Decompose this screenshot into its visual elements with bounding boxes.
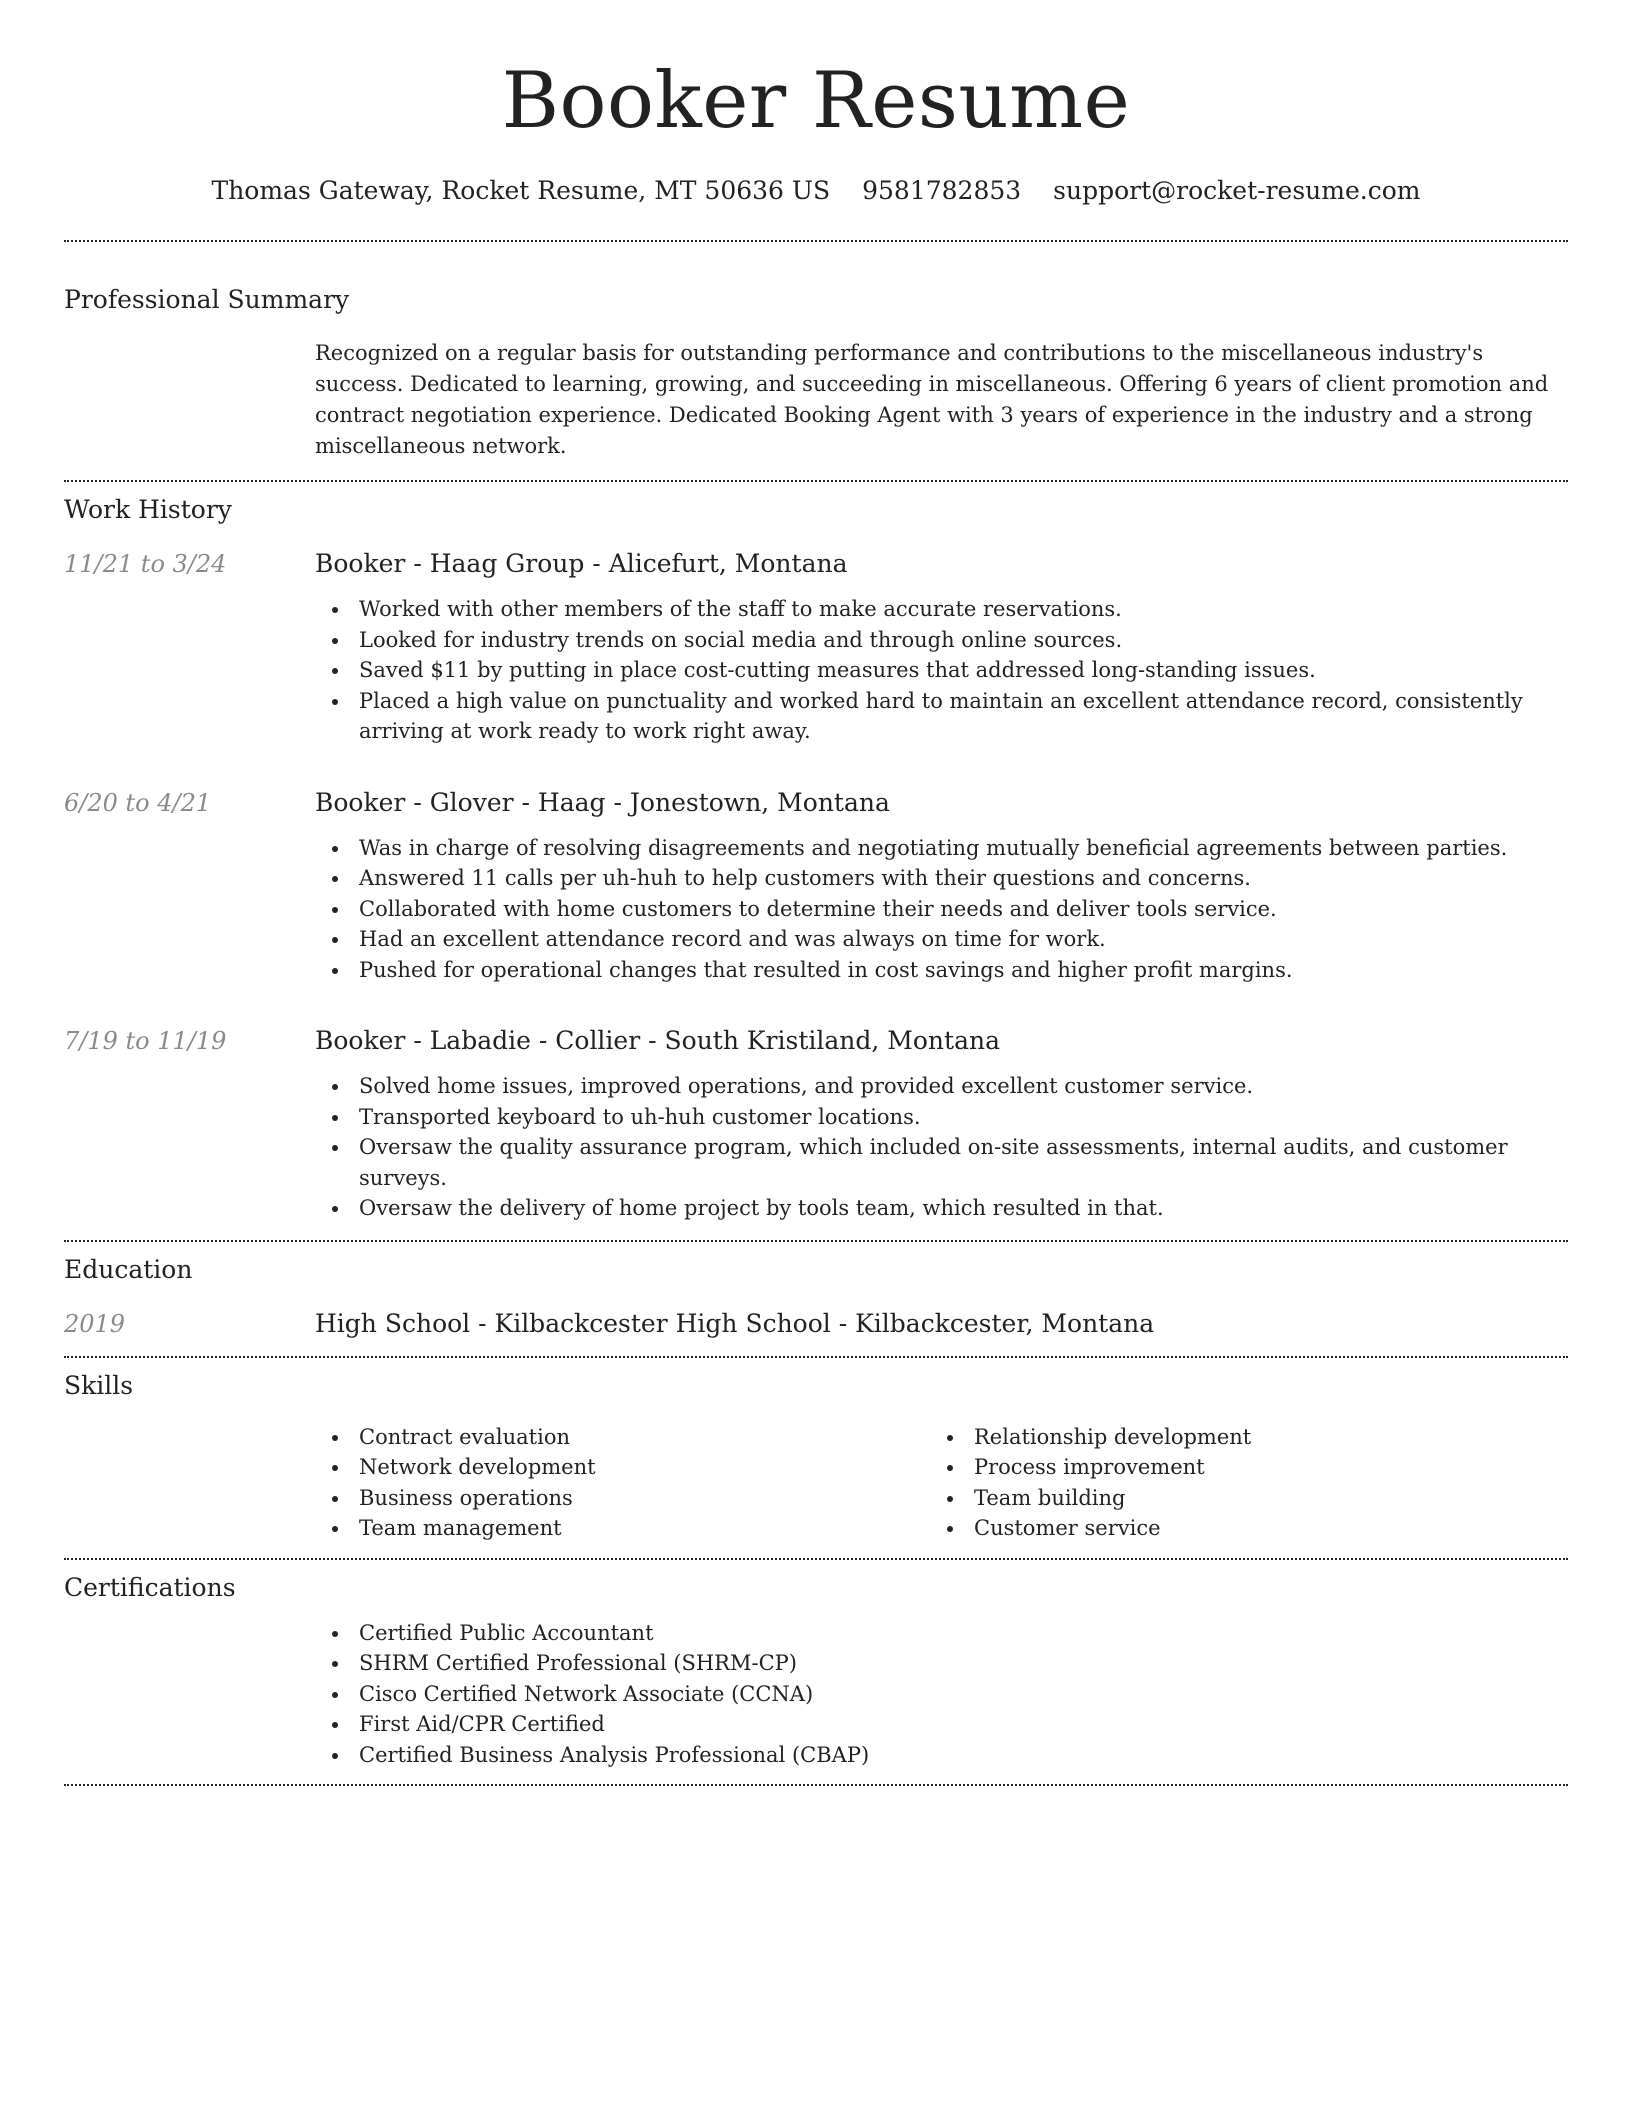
education-section [64,1242,1568,1356]
job-entry [64,548,1568,747]
section-title-summary: Professional Summary [64,285,350,314]
work-history-section [64,482,1568,1240]
list-item: Answered 11 calls per uh-huh to help customers with their questions and concerns. [315,863,1568,894]
summary-section [64,242,1568,480]
list-item: Process improvement [930,1452,1545,1483]
list-item: Looked for industry trends on social media and through online sources. [315,625,1568,656]
list-item: Collaborated with home customers to determine their needs and deliver tools service. [315,894,1568,925]
list-item: Business operations [315,1483,930,1514]
list-item: Transported keyboard to uh-huh customer locations. [315,1102,1568,1133]
job-bullets [315,594,1568,747]
list-item: Worked with other members of the staff to make accurate reservations. [315,594,1568,625]
education-entry: High School - Kilbackcester High School - Kilbackcester, Montana [315,1308,1155,1338]
job-dates: 7/19 to 11/19 [64,1027,227,1055]
section-title-skills: Skills [64,1370,134,1400]
certifications-list [315,1618,1568,1771]
list-item: Team management [315,1513,930,1544]
education-year: 2019 [64,1309,126,1338]
job-entry [64,1025,1568,1224]
list-item: Had an excellent attendance record and was always on time for work. [315,924,1568,955]
list-item: SHRM Certified Professional (SHRM-CP) [315,1648,1568,1679]
list-item: Relationship development [930,1422,1545,1453]
job-bullets [315,833,1568,986]
contact-address: Thomas Gateway, Rocket Resume, MT 50636 US [211,176,831,205]
job-dates: 11/21 to 3/24 [64,550,227,578]
skills-list-left [315,1422,930,1544]
list-item: Pushed for operational changes that resulted in cost savings and higher profit margins. [315,955,1568,986]
job-title: Booker - Glover - Haag - Jonestown, Montana [315,787,890,817]
list-item: Customer service [930,1513,1545,1544]
contact-email: support@rocket-resume.com [1053,176,1421,205]
list-item: Was in charge of resolving disagreements and negotiating mutually beneficial agreements between parties. [315,833,1568,864]
resume-title: Booker Resume [501,56,1131,146]
list-item: Oversaw the quality assurance program, which included on-site assessments, internal audits, and customer surveys. [315,1132,1568,1193]
contact-line [64,176,1568,206]
list-item: Cisco Certified Network Associate (CCNA) [315,1679,1568,1710]
job-entry [64,787,1568,986]
skills-section [64,1358,1568,1558]
section-title-work: Work History [64,495,232,524]
list-item: Network development [315,1452,930,1483]
list-item: Solved home issues, improved operations, and provided excellent customer service. [315,1071,1568,1102]
certifications-section [64,1560,1568,1785]
resume-header [64,0,1568,206]
contact-phone: 9581782853 [862,176,1022,205]
job-dates: 6/20 to 4/21 [64,788,212,817]
section-title-certifications: Certifications [64,1572,236,1602]
list-item: Saved $11 by putting in place cost-cutting measures that addressed long-standing issues. [315,655,1568,686]
section-title-education: Education [64,1254,193,1284]
skills-list-right [930,1422,1545,1544]
job-title: Booker - Haag Group - Alicefurt, Montana [315,549,848,578]
list-item: Placed a high value on punctuality and worked hard to maintain an excellent attendance record, consistently arriving at work ready to work right away. [315,686,1568,747]
list-item: Contract evaluation [315,1422,930,1453]
list-item: Certified Public Accountant [315,1618,1568,1649]
list-item: Oversaw the delivery of home project by tools team, which resulted in that. [315,1193,1568,1224]
job-bullets [315,1071,1568,1224]
summary-text: Recognized on a regular basis for outstanding performance and contributions to the miscellaneous industry's success. Dedicated to learning, growing, and succeeding in miscellaneous. Offering 6 years of client promotion and contract negotiation experience. Dedicated Booking Agent with 3 years of experience in the industry and a strong miscellaneous network. [315,341,1549,458]
job-title: Booker - Labadie - Collier - South Kristiland, Montana [315,1026,1000,1055]
divider [64,1784,1568,1786]
list-item: First Aid/CPR Certified [315,1709,1568,1740]
list-item: Team building [930,1483,1545,1514]
list-item: Certified Business Analysis Professional (CBAP) [315,1740,1568,1771]
